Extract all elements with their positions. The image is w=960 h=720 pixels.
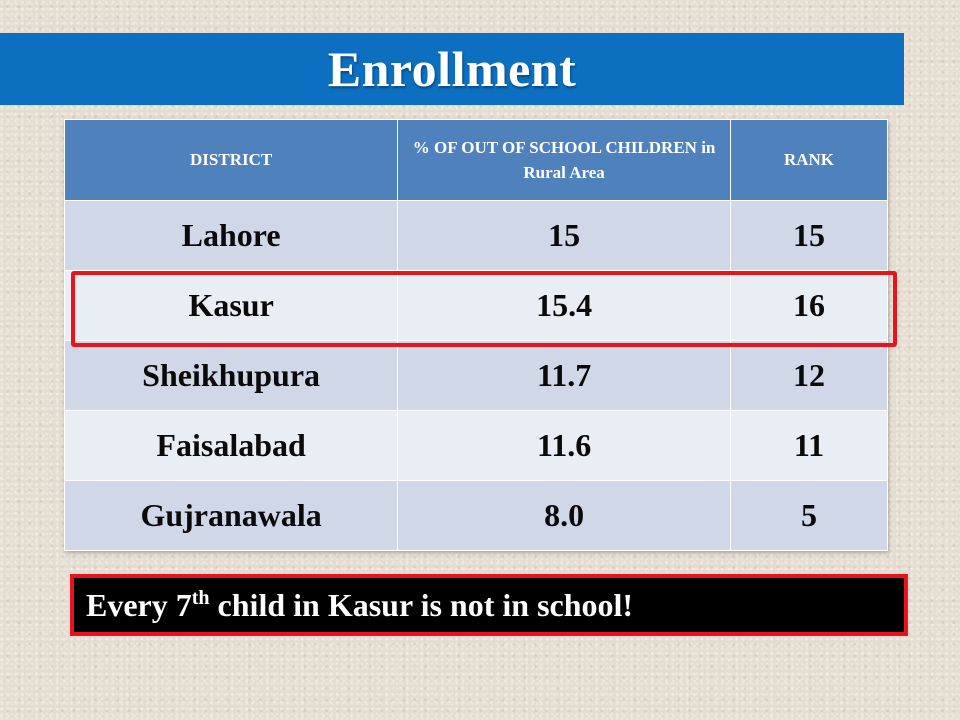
kasur-highlight-box (71, 271, 897, 347)
table-row (65, 341, 888, 411)
percent-cell: 15.4 (398, 271, 731, 341)
percent-cell: 15 (398, 201, 731, 271)
header-district: DISTRICT (65, 120, 398, 201)
title-banner (0, 33, 904, 105)
page-title: Enrollment (327, 41, 577, 97)
table-row (65, 481, 888, 551)
district-cell: Sheikhupura (65, 341, 398, 411)
table-header-row (65, 120, 888, 201)
rank-cell: 16 (730, 271, 887, 341)
rank-cell: 5 (730, 481, 887, 551)
rank-cell: 11 (730, 411, 887, 481)
percent-cell: 11.7 (398, 341, 731, 411)
table-row (65, 201, 888, 271)
district-cell: Faisalabad (65, 411, 398, 481)
note-text-before: Every 7 (86, 586, 192, 623)
header-rank: RANK (730, 120, 887, 201)
table-row (65, 411, 888, 481)
district-cell: Lahore (65, 201, 398, 271)
rank-cell: 15 (730, 201, 887, 271)
note-text (86, 587, 633, 624)
note-superscript: th (191, 586, 210, 609)
note-text-after: child in Kasur is not in school! (209, 586, 634, 623)
district-cell: Kasur (65, 271, 398, 341)
percent-cell: 11.6 (398, 411, 731, 481)
note-callout (70, 574, 908, 636)
district-cell: Gujranawala (65, 481, 398, 551)
header-out-of-school: % OF OUT OF SCHOOL CHILDREN in Rural Area (398, 120, 731, 201)
percent-cell: 8.0 (398, 481, 731, 551)
rank-cell: 12 (730, 341, 887, 411)
